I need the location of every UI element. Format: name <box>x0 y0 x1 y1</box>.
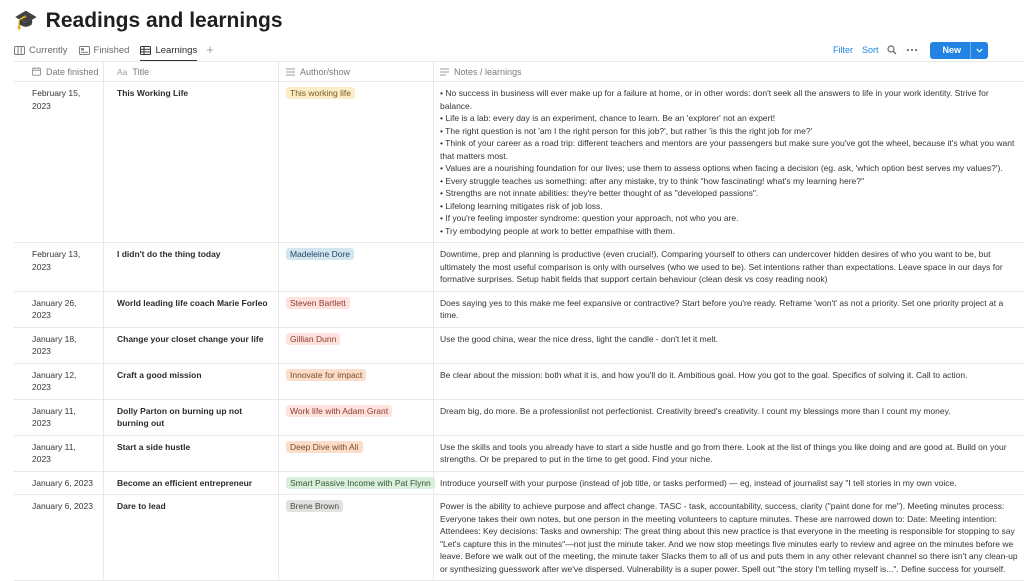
author-tag: Innovate for impact <box>286 369 366 381</box>
title-cell[interactable]: Dolly Parton on burning up not burning out <box>104 400 279 435</box>
notes-list <box>440 477 1020 490</box>
note-line: • Values are a nourishing foundation for our lives; use them to assess options when facing a decision (eg. ask, 'which option best serves my values?'). <box>440 163 1003 173</box>
title-cell[interactable]: This Working Life <box>104 82 279 242</box>
tab-label: Finished <box>93 44 130 56</box>
text-lines-icon <box>440 68 449 76</box>
notes-cell[interactable] <box>434 495 1024 580</box>
author-cell[interactable] <box>279 243 434 291</box>
tab-currently[interactable] <box>14 40 68 60</box>
date-cell[interactable]: January 11, 2023 <box>14 400 104 435</box>
date-cell[interactable]: January 12, 2023 <box>14 364 104 399</box>
author-cell[interactable] <box>279 472 434 495</box>
notes-list <box>440 297 1020 322</box>
note-line: Power is the ability to achieve purpose and affect change. TASC - task, accountability, success, clarity ("paint done for me"). Meeting minutes process: Everyone takes their own notes, but one person in the meeting volunteers to capture minutes. These are narrowed down to: Date: Meeting intention: Attendees: Key decisions: Tasks and ownership: The great thing about this new practice is that everyone in the meeting is responsible for stopping to say "Let's capture this in the minutes"—not just the minute taker. And we now stop meetings five minutes early to review and agree on the minutes before we leave. Before we walk out of the meeting, the minute taker Slacks them to all of us and puts them in any other relevant channel so there isn't any clean-up or synthesizing guesswork after we've dispersed. Vulnerability is a super power. Spell out "the story I'm telling myself is...". Define success for yourself. <box>440 501 1018 574</box>
note-line: • Strengths are not innate abilities: they're better thought of as "developed passions". <box>440 188 759 198</box>
author-tag: Brene Brown <box>286 500 343 512</box>
note-line: Downtime, prep and planning is productive (even crucial!). Comparing yourself to others can undercover hidden desires of who you want to be, but ultimately the most useful comparison is only with ourselves (who we used to be). Set intentions rather than expectations. Leave space in our days for formative surprises. Setup habit fields that support certain behaviour (clean desk vs cosy reading nook) <box>440 249 1003 284</box>
title-cell[interactable]: I didn't do the thing today <box>104 243 279 291</box>
learnings-table <box>14 61 1024 581</box>
table-row[interactable] <box>14 243 1024 292</box>
date-cell[interactable]: January 26, 2023 <box>14 292 104 327</box>
date-cell[interactable]: February 15, 2023 <box>14 82 104 242</box>
column-header-label: Title <box>132 66 150 77</box>
author-cell[interactable] <box>279 495 434 580</box>
author-tag: Gillian Dunn <box>286 333 340 345</box>
column-header-date[interactable] <box>14 62 104 81</box>
graduation-cap-icon: 🎓 <box>14 10 38 31</box>
author-tag: This working life <box>286 87 355 99</box>
search-icon[interactable] <box>887 45 897 55</box>
column-header-label: Notes / learnings <box>454 66 522 77</box>
view-bar <box>14 40 988 60</box>
title-cell[interactable]: Start a side hustle <box>104 436 279 471</box>
author-cell[interactable] <box>279 292 434 327</box>
card-icon <box>79 46 90 55</box>
table-icon <box>140 46 151 55</box>
author-tag: Work life with Adam Grant <box>286 405 392 417</box>
tab-label: Currently <box>29 44 68 56</box>
notes-list <box>440 441 1020 466</box>
author-cell[interactable] <box>279 82 434 242</box>
table-row[interactable] <box>14 400 1024 436</box>
note-line: • Try embodying people at work to better empathise with them. <box>440 225 675 236</box>
title-cell[interactable]: Become an efficient entrepreneur <box>104 472 279 495</box>
more-options-icon[interactable] <box>906 48 918 52</box>
author-cell[interactable] <box>279 364 434 399</box>
note-line: • If you're feeling imposter syndrome: question your approach, not who you are. <box>440 213 739 223</box>
title-cell[interactable]: World leading life coach Marie Forleo <box>104 292 279 327</box>
column-header-title[interactable] <box>104 62 279 81</box>
title-cell[interactable]: Dare to lead <box>104 495 279 580</box>
title-cell[interactable]: Change your closet change your life <box>104 328 279 363</box>
author-cell[interactable] <box>279 328 434 363</box>
note-line: Dream big, do more. Be a professionlist not perfectionist. Creativity breed's creativity. I count my blessings more than I count my money. <box>440 405 951 416</box>
title-cell[interactable]: Craft a good mission <box>104 364 279 399</box>
notes-cell[interactable] <box>434 400 1024 435</box>
sort-button[interactable]: Sort <box>861 45 879 55</box>
table-row[interactable] <box>14 436 1024 472</box>
note-line: • Life is a lab: every day is an experiment, chance to learn. Be an 'explorer' not an expert! <box>440 113 776 123</box>
board-icon <box>14 46 25 55</box>
column-header-label: Author/show <box>300 66 351 77</box>
notes-list <box>440 500 1020 575</box>
author-tag: Steven Bartlett <box>286 297 350 309</box>
notes-list <box>440 369 1020 382</box>
tab-learnings[interactable] <box>140 40 197 60</box>
table-body <box>14 82 1024 581</box>
calendar-icon <box>32 67 41 76</box>
column-header-notes[interactable] <box>434 62 1024 81</box>
new-button-label: New <box>942 45 961 55</box>
note-line: • The right question is not 'am I the right person for this job?', but rather 'is this the right job for me?' <box>440 125 813 136</box>
list-icon <box>286 68 295 76</box>
note-line: • No success in business will ever make up for a failure at home, or in other words: don't seek all the answers to life in your work identity. Strive for balance. <box>440 88 989 111</box>
note-line: • Every struggle teaches us something: after any mistake, try to think "how fascinating! what's my learning here?" <box>440 175 865 186</box>
notes-cell[interactable] <box>434 364 1024 399</box>
author-tag: Deep Dive with Ali <box>286 441 363 453</box>
notes-cell[interactable] <box>434 472 1024 495</box>
chevron-down-icon[interactable] <box>970 42 988 59</box>
page-title[interactable]: Readings and learnings <box>45 9 283 32</box>
table-row[interactable] <box>14 472 1024 496</box>
table-row[interactable] <box>14 82 1024 243</box>
column-header-label: Date finished <box>46 66 99 77</box>
page-header <box>14 8 283 34</box>
filter-button[interactable]: Filter <box>832 45 853 55</box>
note-line: Use the good china, wear the nice dress, light the candle - don't let it melt. <box>440 333 719 344</box>
date-cell[interactable]: January 6, 2023 <box>14 472 104 495</box>
notes-list <box>440 87 1020 237</box>
column-header-author[interactable] <box>279 62 434 81</box>
note-line: Introduce yourself with your purpose (instead of job title, or tasks performed) — eg, instead of journalist say "I tell stories in my own voice. <box>440 477 957 488</box>
text-type-icon: Aa <box>117 66 128 77</box>
author-tag: Smart Passive Income with Pat Flynn <box>286 477 435 489</box>
notes-cell[interactable] <box>434 82 1024 242</box>
notes-cell[interactable] <box>434 328 1024 363</box>
table-header <box>14 61 1024 82</box>
date-cell[interactable]: February 13, 2023 <box>14 243 104 291</box>
notes-list <box>440 248 1020 286</box>
author-cell[interactable] <box>279 436 434 471</box>
date-cell[interactable]: January 6, 2023 <box>14 495 104 580</box>
table-row[interactable] <box>14 364 1024 400</box>
author-cell[interactable] <box>279 400 434 435</box>
notes-cell[interactable] <box>434 436 1024 471</box>
note-line: Use the skills and tools you already have to start a side hustle and go from there. Look at the list of things you like doing and are good at. Build on your strengths. Or be prepared to put in the time to get good. Find your niche. <box>440 441 1007 464</box>
new-button[interactable] <box>930 42 988 59</box>
date-cell[interactable]: January 18, 2023 <box>14 328 104 363</box>
note-line: Does saying yes to this make me feel expansive or contractive? Start before you're ready. Reframe 'won't' as not a priority. Set one priority project at a time. <box>440 297 1004 320</box>
notes-list <box>440 405 1020 418</box>
notes-cell[interactable] <box>434 243 1024 291</box>
notes-list <box>440 333 1020 346</box>
tab-finished[interactable] <box>79 40 130 60</box>
note-line: • Think of your career as a road trip: different teachers and mentors are your passengers but make sure you've got the wheel, because it's what you want that matters most. <box>440 138 1015 161</box>
date-cell[interactable]: January 11, 2023 <box>14 436 104 471</box>
notes-cell[interactable] <box>434 292 1024 327</box>
note-line: • Lifelong learning mitigates risk of job loss. <box>440 200 603 211</box>
table-row[interactable] <box>14 292 1024 328</box>
add-view-icon[interactable]: + <box>206 42 214 57</box>
tab-label: Learnings <box>155 44 198 56</box>
note-line: Be clear about the mission: both what it is, and how you'll do it. Ambitious goal. How you got to the goal. Specifics of solving it. Call to action. <box>440 369 968 380</box>
table-row[interactable] <box>14 328 1024 364</box>
table-row[interactable] <box>14 495 1024 581</box>
author-tag: Madeleine Dore <box>286 248 354 260</box>
